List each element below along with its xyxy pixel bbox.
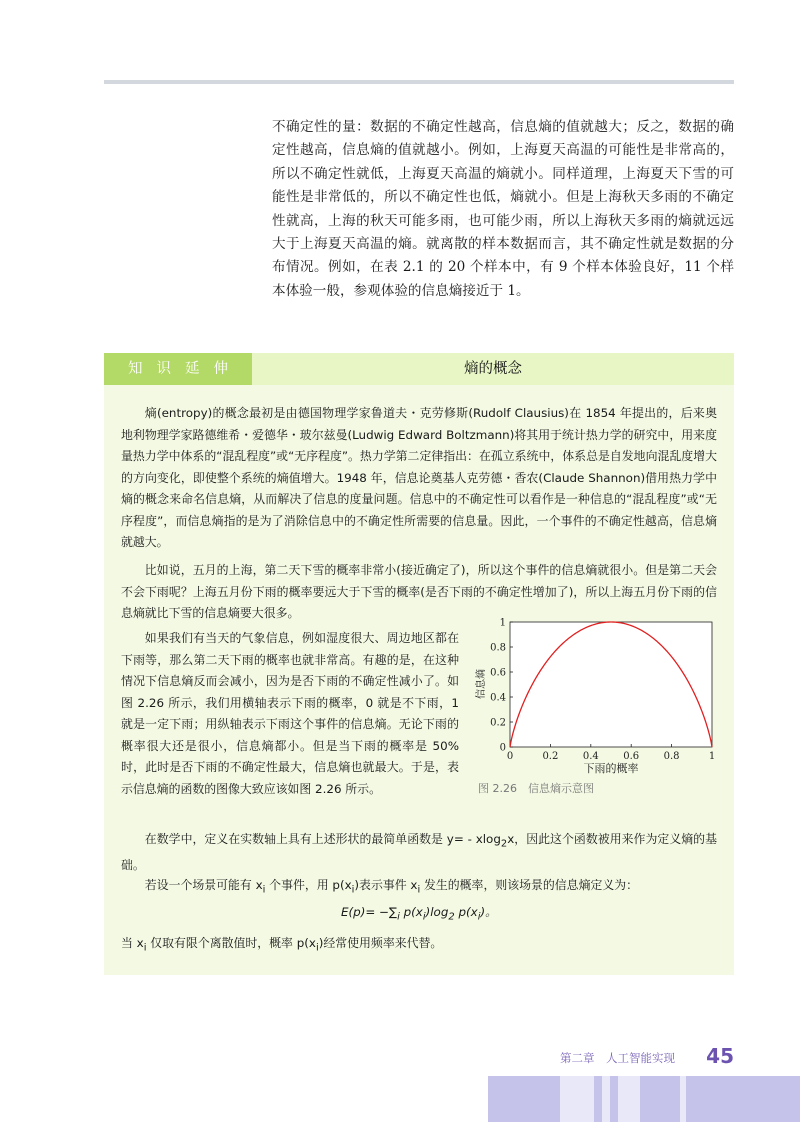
- x-tick-label: 1: [708, 751, 716, 762]
- formula-lhs: E(p)= −∑: [341, 905, 398, 919]
- formula-sub-2: 2: [448, 911, 455, 923]
- para6-text-c: )经常使用频率来代替。: [318, 936, 443, 950]
- y-tick-label: 0: [499, 742, 506, 754]
- y-tick-label: 0.8: [490, 642, 506, 654]
- box-paragraph-5: [121, 875, 717, 901]
- y-tick-label: 0.2: [490, 717, 506, 729]
- x-tick-label: 0.8: [663, 751, 680, 762]
- header-rule: [104, 80, 734, 84]
- footer-chapter-title: 第二章 人工智能实现: [560, 1051, 675, 1065]
- y-tick-label: 1: [499, 617, 506, 629]
- y-tick-label: 0.4: [490, 692, 506, 704]
- entropy-chart: [470, 612, 726, 782]
- entropy-formula: [121, 901, 717, 928]
- plot-frame: [510, 622, 712, 747]
- y-axis-label: 信息熵: [476, 669, 487, 699]
- page-number: 45: [706, 1044, 734, 1068]
- footer-stripe: [680, 1076, 686, 1122]
- box-paragraph-4: [121, 829, 717, 876]
- footer-decoration-bar: [488, 1076, 800, 1122]
- figure-caption: 图 2.26 信息熵示意图: [478, 782, 594, 795]
- x-tick-label: 0.6: [623, 751, 640, 762]
- para5-sub-2: i: [351, 884, 355, 896]
- extension-tab-label: 知识延伸: [104, 353, 252, 385]
- box-paragraph-1: 熵(entropy)的概念最初是由德国物理学家鲁道夫・克劳修斯(Rudolf Clausius)在 1854 年提出的，后来奥地利物理学家路德维希・爱德华・玻尔兹曼(Ludwig Edward Boltzmann)将其用于统计热力学的研究中，用来度量热力学中体系的“混乱程度”或“无序程度”。热力学第二定律指出：在孤立系统中，体系总是自发地向混乱度增大的方向变化，即使整个系统的熵值增大。1948 年，信息论奠基人克劳德・香农(Claude Shannon)借用热力学中熵的概念来命名信息熵，从而解决了信息的度量问题。信息中的不确定性可以看作是一种信息的“混乱程度”或“无序程度”，而信息熵指的是为了消除信息中的不确定性所需要的信息量。因此，一个事件的不确定性越高，信息熵就越大。: [121, 406, 717, 549]
- para6-sub-2: i: [315, 942, 319, 954]
- para5-text-d: 发生的概率，则该场景的信息熵定义为：: [420, 878, 639, 892]
- para5-text-b: 个事件，用 p(x: [265, 878, 352, 892]
- footer-stripe: [560, 1076, 594, 1122]
- x-axis-label: 下雨的概率: [583, 762, 639, 775]
- para6-sub-1: i: [143, 942, 147, 954]
- para5-text-a: 若设一个场景可能有 x: [144, 878, 263, 892]
- formula-part-c: p(x: [454, 905, 478, 919]
- formula-sum-sub: i: [397, 911, 400, 923]
- formula-sub-3: i: [477, 911, 481, 923]
- para6-text-b: 仅取有限个离散值时，概率 p(x: [146, 936, 316, 950]
- x-tick-label: 0: [506, 751, 514, 762]
- footer-stripe: [602, 1076, 610, 1122]
- box-paragraph-6: [121, 933, 717, 959]
- formula-part-a: p(x: [399, 905, 423, 919]
- footer-stripe: [618, 1076, 640, 1122]
- formula-part-d: )。: [480, 905, 497, 919]
- para4-subscript: 2: [500, 838, 508, 850]
- para5-sub-3: i: [417, 884, 421, 896]
- box-paragraph-2: 比如说，五月的上海，第二天下雪的概率非常小(接近确定了)，所以这个事件的信息熵就很小。但是第二天会不会下雨呢？上海五月份下雨的概率要远大于下雪的概率(是否下雨的不确定性增加了)，所以上海五月份下雨的信息熵就比下雪的信息熵要大很多。: [121, 563, 717, 620]
- x-tick-label: 0.2: [542, 751, 559, 762]
- para6-text-a: 当 x: [121, 936, 144, 950]
- x-tick-label: 0.4: [582, 751, 599, 762]
- main-paragraph: 不确定性的量：数据的不确定性越高，信息熵的值就越大；反之，数据的确定性越高，信息熵的值就越小。例如，上海夏天高温的可能性是非常高的，所以不确定性就低，上海夏天高温的熵就小。同样道理，上海夏天下雪的可能性是非常低的，所以不确定性也低，熵就小。但是上海秋天多雨的不确定性就高，上海的秋天可能多雨，也可能少雨，所以上海秋天多雨的熵就远远大于上海夏天高温的熵。就离散的样本数据而言，其不确定性就是数据的分布情况。例如，在表 2.1 的 20 个样本中，有 9 个样本体验良好，11 个样本体验一般，参观体验的信息熵接近于 1。: [272, 119, 734, 299]
- box-paragraph-3: 如果我们有当天的气象信息，例如湿度很大、周边地区都在下雨等，那么第二天下雨的概率也就非常高。有趣的是，在这种情况下信息熵反而会减小，因为是否下雨的不确定性减小了。如图 2.26 所示，我们用横轴表示下雨的概率，0 就是不下雨，1 就是一定下雨；用纵轴表示下雨这个事件的信息熵。无论下雨的概率很大还是很小，信息熵都小。但是当下雨的概率是 50% 时，此时是否下雨的不确定性最大，信息熵也就最大。于是，表示信息熵的函数的图像大致应该如图 2.26 所示。: [121, 631, 459, 796]
- extension-box-title: 熵的概念: [464, 361, 522, 377]
- para5-sub-1: i: [262, 884, 266, 896]
- formula-sub-1: i: [422, 911, 426, 923]
- para4-text-b: x，因此这个函数被用来作为定义熵的基础。: [121, 832, 718, 872]
- para4-text-a: 在数学中，定义在实数轴上具有上述形状的最简单函数是 y= - xlog: [144, 832, 501, 846]
- y-tick-label: 0.6: [490, 667, 506, 679]
- para5-text-c: )表示事件 x: [354, 878, 418, 892]
- extension-box-header: [104, 353, 734, 385]
- formula-part-b: )log: [425, 905, 449, 919]
